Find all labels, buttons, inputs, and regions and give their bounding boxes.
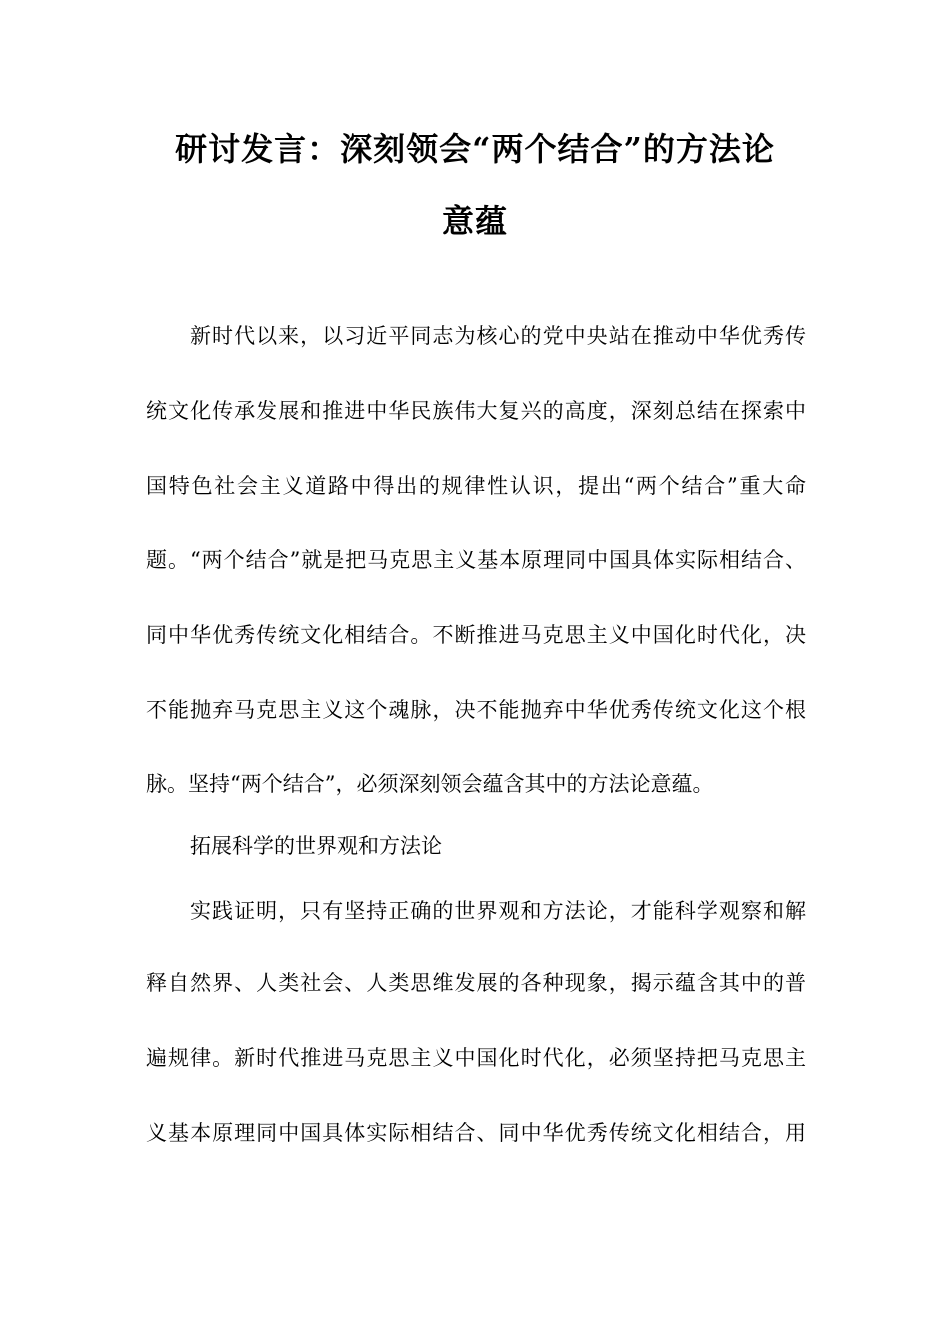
text-line: 实践证明，只有坚持正确的世界观和方法论，才能科学观察和解 bbox=[190, 899, 806, 923]
text-line: 同中华优秀传统文化相结合。不断推进马克思主义中国化时代化，决 bbox=[146, 623, 806, 647]
text-line: 国特色社会主义道路中得出的规律性认识，提出“两个结合”重大命 bbox=[146, 474, 806, 498]
text-line: 统文化传承发展和推进中华民族伟大复兴的高度，深刻总结在探索中 bbox=[146, 399, 806, 423]
text-line: 不能抛弃马克思主义这个魂脉，决不能抛弃中华优秀传统文化这个根 bbox=[146, 698, 806, 722]
title-line-2: 意蕴 bbox=[441, 202, 508, 240]
text-line: 脉。坚持“两个结合”，必须深刻领会蕴含其中的方法论意蕴。 bbox=[146, 772, 714, 796]
text-line: 新时代以来，以习近平同志为核心的党中央站在推动中华优秀传 bbox=[190, 324, 806, 348]
text-line: 义基本原理同中国具体实际相结合、同中华优秀传统文化相结合，用 bbox=[146, 1121, 806, 1145]
text-line: 题。“两个结合”就是把马克思主义基本原理同中国具体实际相结合、 bbox=[146, 548, 806, 572]
section-heading: 拓展科学的世界观和方法论 bbox=[190, 834, 442, 858]
title-line-1: 研讨发言：深刻领会“两个结合”的方法论 bbox=[175, 130, 775, 168]
text-line: 遍规律。新时代推进马克思主义中国化时代化，必须坚持把马克思主 bbox=[146, 1046, 806, 1070]
text-line: 释自然界、人类社会、人类思维发展的各种现象，揭示蕴含其中的普 bbox=[146, 971, 806, 995]
